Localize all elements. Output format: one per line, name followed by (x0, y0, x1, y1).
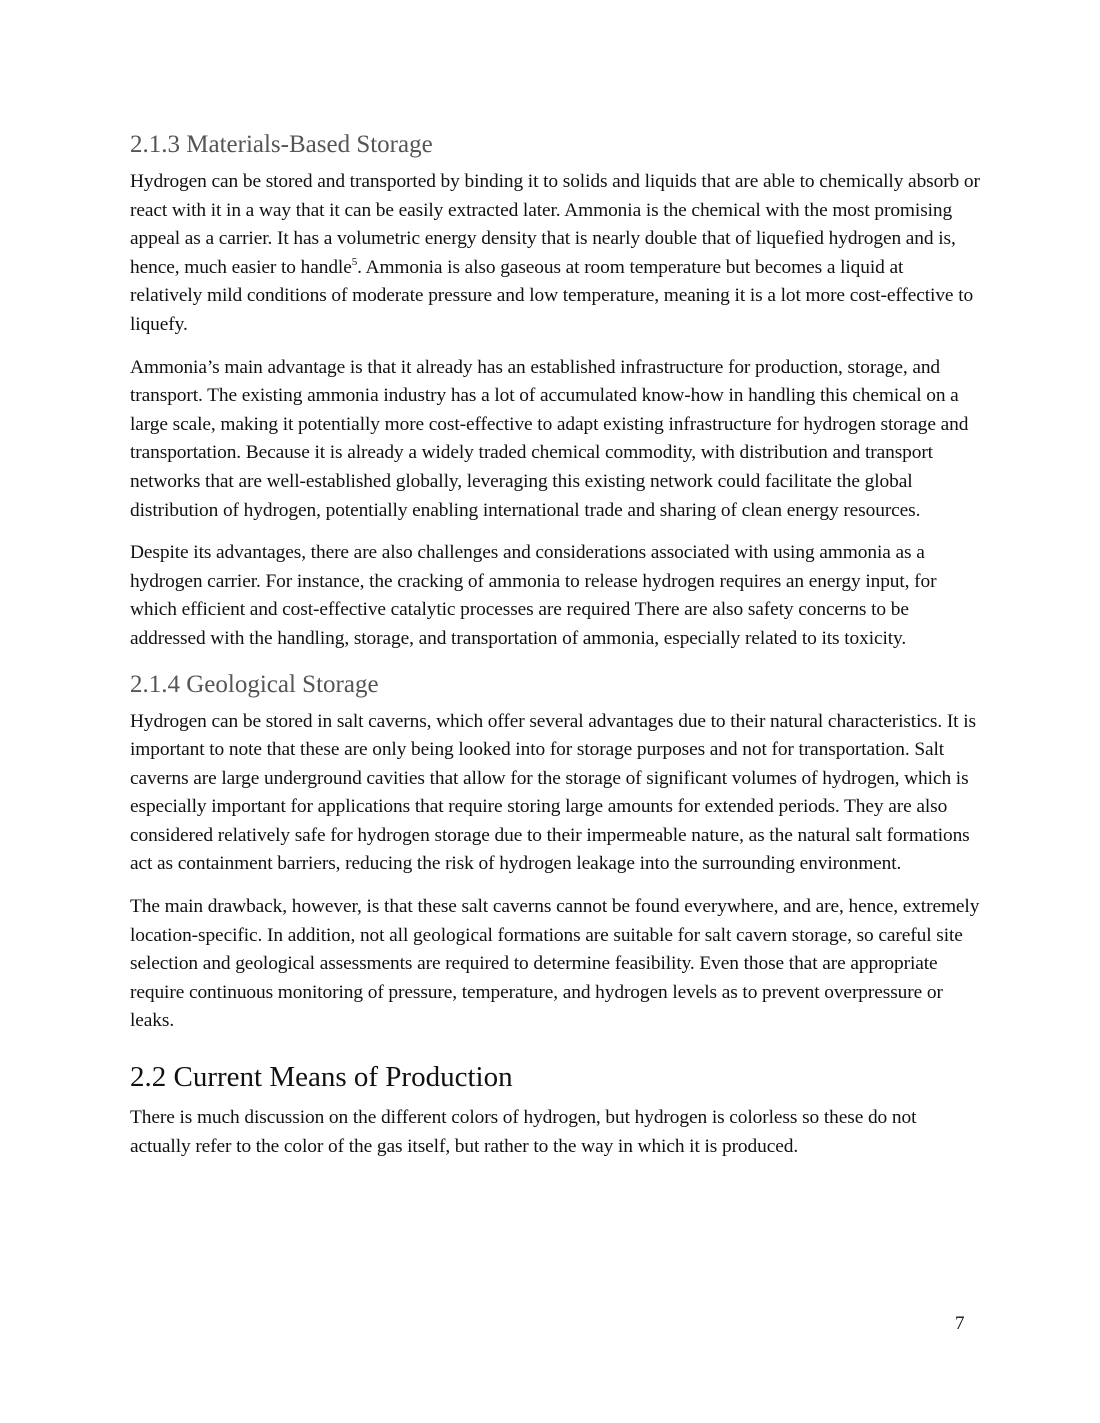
footnote-reference[interactable]: 5 (351, 255, 358, 268)
paragraph: Despite its advantages, there are also challenges and considerations associated with using ammonia as a hydrogen carrier. For instance, the cracking of ammonia to release hydrogen requires an energy input, for which efficient and cost-effective catalytic processes are required There are also safety concerns to be addressed with the handling, storage, and transportation of ammonia, especially related to its toxicity. (130, 542, 937, 649)
paragraph: The main drawback, however, is that these salt caverns cannot be found everywhere, and are, hence, extremely location-specific. In addition, not all geological formations are suitable for salt cavern storage, so careful site selection and geological assessments are required to determine feasibility. Even those that are appropriate require continuous monitoring of pressure, temperature, and hydrogen levels as to prevent overpressure or leaks. (130, 896, 980, 1032)
page-number: 7 (955, 1313, 965, 1334)
paragraph (130, 168, 980, 340)
document-page (130, 128, 980, 1175)
section-heading-2-1-3: 2.1.3 Materials-Based Storage (130, 131, 433, 158)
paragraph: There is much discussion on the different colors of hydrogen, but hydrogen is colorless so these do not actually refer to the color of the gas itself, but rather to the way in which it is produced. (130, 1107, 917, 1157)
section-heading-2-2: 2.2 Current Means of Production (130, 1061, 513, 1094)
paragraph: Ammonia’s main advantage is that it already has an established infrastructure for production, storage, and transport. The existing ammonia industry has a lot of accumulated know-how in handling this chemical on a large scale, making it potentially more cost-effective to adapt existing infrastructure for hydrogen storage and transportation. Because it is already a widely traded chemical commodity, with distribution and transport networks that are well-established globally, leveraging this existing network could facilitate the global distribution of hydrogen, potentially enabling international trade and sharing of clean energy resources. (130, 356, 969, 521)
paragraph-text: Hydrogen can be stored and transported by binding it to solids and liquids that are able to chemically absorb or react with it in a way that it can be easily extracted later. Ammonia is the chemical with the most promising appeal as a carrier. It has a volumetric energy density that is nearly double that of liquefied hydrogen and is, hence, much easier to handle (130, 171, 980, 278)
paragraph-text: . Ammonia is also gaseous at room temperature but becomes a liquid at relatively mild conditions of moderate pressure and low temperature, meaning it is a lot more cost-effective to liquefy. (130, 256, 974, 335)
paragraph: Hydrogen can be stored in salt caverns, which offer several advantages due to their natural characteristics. It is important to note that these are only being looked into for storage purposes and not for transportation. Salt caverns are large underground cavities that allow for the storage of significant volumes of hydrogen, which is especially important for applications that require storing large amounts for extended periods. They are also considered relatively safe for hydrogen storage due to their impermeable nature, as the natural salt formations act as containment barriers, reducing the risk of hydrogen leakage into the surrounding environment. (130, 710, 976, 875)
section-heading-2-1-4: 2.1.4 Geological Storage (130, 670, 379, 698)
